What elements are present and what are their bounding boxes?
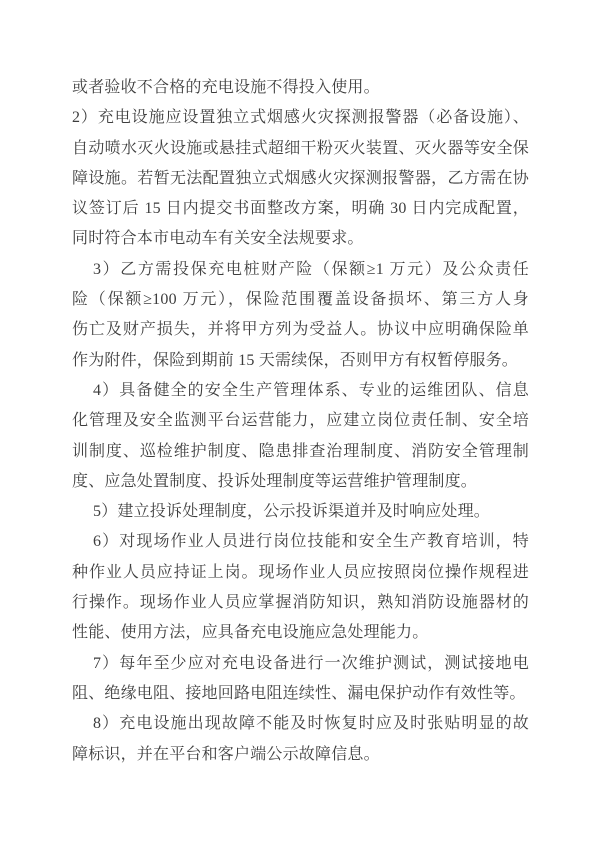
text-line: 6）对现场作业人员进行岗位技能和安全生产教育培训，特 [93,533,529,551]
text-line: 障设施。若暂无法配置独立式烟感火灾探测报警器，乙方需在协 [72,169,529,187]
text-line: 作为附件，保险到期前 15 天需续保，否则甲方有权暂停服务。 [72,351,519,369]
text-line: 7）每年至少应对充电设备进行一次维护测试，测试接地电 [93,654,529,672]
text-line: 度、应急处置制度、投诉处理制度等运营维护管理制度。 [72,472,478,490]
text-line: 种作业人员应持证上岗。现场作业人员应按照岗位操作规程进 [72,563,529,581]
text-line: 化管理及安全监测平台运营能力，应建立岗位责任制、安全培 [72,412,529,430]
text-line: 性能、使用方法，应具备充电设施应急处理能力。 [72,624,429,642]
text-line: 3）乙方需投保充电桩财产险（保额≥1 万元）及公众责任 [93,260,529,278]
text-line: 伤亡及财产损失，并将甲方列为受益人。协议中应明确保险单 [72,321,529,339]
text-line: 障标识，并在平台和客户端公示故障信息。 [72,745,380,763]
text-line: 训制度、巡检维护制度、隐患排查治理制度、消防安全管理制 [72,442,529,460]
text-line: 或者验收不合格的充电设施不得投入使用。 [72,79,380,96]
text-line: 同时符合本市电动车有关安全法规要求。 [72,230,364,248]
text-line: 阻、绝缘电阻、接地回路电阻连续性、漏电保护动作有效性等。 [72,684,526,702]
text-line: 行操作。现场作业人员应掌握消防知识，熟知消防设施器材的 [72,594,529,612]
text-line: 议签订后 15 日内提交书面整改方案，明确 30 日内完成配置， [72,200,529,218]
document-text-block [72,73,529,770]
text-line: 险（保额≥100 万元），保险范围覆盖设备损坏、第三方人身 [72,291,529,309]
text-line: 5）建立投诉处理制度，公示投诉渠道并及时响应处理。 [93,503,491,521]
text-line: 4）具备健全的安全生产管理体系、专业的运维团队、信息 [93,381,529,399]
text-line: 自动喷水灭火设施或悬挂式超细干粉灭火装置、灭火器等安全保 [72,139,529,157]
text-line: 8）充电设施出现故障不能及时恢复时应及时张贴明显的故 [93,715,529,733]
text-line: 2）充电设施应设置独立式烟感火灾探测报警器（必备设施）、 [72,109,529,127]
